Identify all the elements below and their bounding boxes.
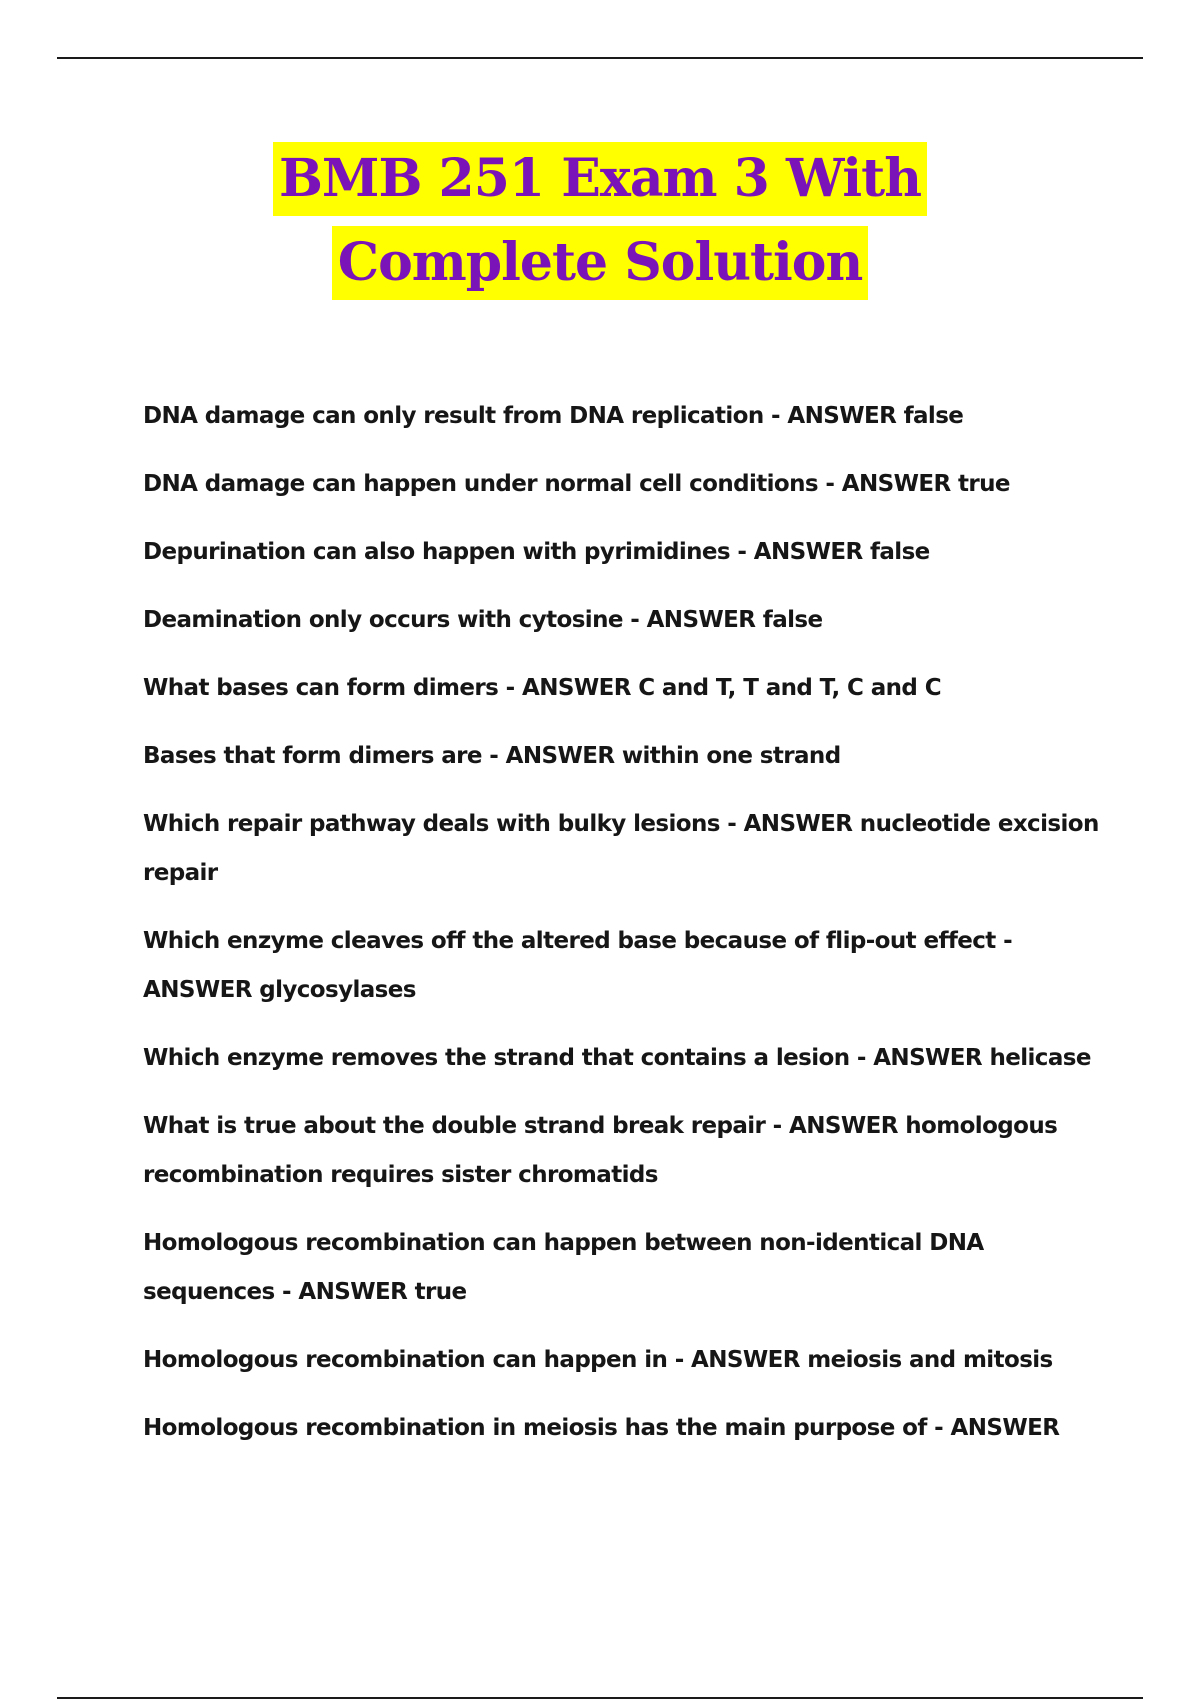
top-rule: [57, 57, 1143, 59]
bottom-rule: [57, 1697, 1143, 1699]
qa-item: Homologous recombination can happen between non-identical DNA sequences - ANSWER true: [143, 1230, 984, 1305]
document-title: [0, 142, 1200, 300]
qa-item: Depurination can also happen with pyrimidines - ANSWER false: [143, 539, 930, 565]
qa-item: What bases can form dimers - ANSWER C and T, T and T, C and C: [143, 675, 941, 701]
qa-item: Which enzyme removes the strand that contains a lesion - ANSWER helicase: [143, 1045, 1091, 1071]
title-line-1: BMB 251 Exam 3 With: [273, 142, 927, 216]
question-answer-list: [143, 392, 1108, 1472]
qa-item: DNA damage can happen under normal cell conditions - ANSWER true: [143, 471, 1010, 497]
qa-item: Deamination only occurs with cytosine - ANSWER false: [143, 607, 823, 633]
qa-item: Which enzyme cleaves off the altered base because of flip-out effect - ANSWER glycosylases: [143, 928, 1013, 1003]
qa-item: Homologous recombination can happen in - ANSWER meiosis and mitosis: [143, 1347, 1053, 1373]
qa-item: Bases that form dimers are - ANSWER within one strand: [143, 743, 841, 769]
qa-item: Homologous recombination in meiosis has the main purpose of - ANSWER: [143, 1415, 1060, 1441]
title-line-2: Complete Solution: [332, 226, 869, 300]
qa-item: DNA damage can only result from DNA replication - ANSWER false: [143, 403, 964, 429]
qa-item: Which repair pathway deals with bulky lesions - ANSWER nucleotide excision repair: [143, 811, 1099, 886]
qa-item: What is true about the double strand break repair - ANSWER homologous recombination requires sister chromatids: [143, 1113, 1058, 1188]
